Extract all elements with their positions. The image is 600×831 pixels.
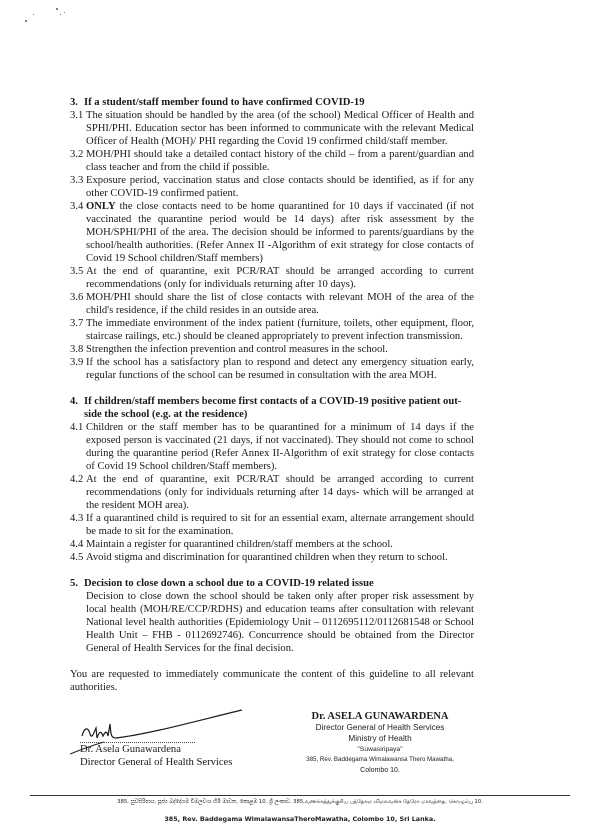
section-5-paragraph: Decision to close down the school should be taken only after proper risk assessment by local health (MOH/RE/CCP/RDHS) and education teams after consultation with relevant National level health authorities (Epidemiology Unit – 0112695112/0112681548 or School Health Unit – FHB - 0112692746). Concurrence should be obtained from the Director General of Health Services for the final decision. — [86, 591, 474, 654]
section-4-heading — [70, 395, 474, 421]
footer-address-multilingual: 385, සුවසිරිපාය, පූජ්‍ය බද්දේගම විමලවංශ හිමි මාවත, කොළඹ 10. ශ්‍රී ලංකාව. 385,வணக்கத்துக்குரிய பத்தேகம விமலவன்ச தேரோ மாவத்தை, கொழும்பு 10. — [117, 799, 483, 805]
svg-text:Colombo 10.: Colombo 10. — [360, 767, 400, 774]
list-item — [70, 200, 474, 265]
footer-divider — [30, 795, 570, 796]
item-number: 3.2 — [70, 149, 84, 160]
scan-speckle — [25, 20, 27, 22]
svg-text:"Suwasiripaya": "Suwasiripaya" — [357, 746, 403, 753]
item-number: 4.5 — [70, 552, 84, 563]
official-stamp — [300, 708, 460, 788]
svg-text:Ministry of Health: Ministry of Health — [348, 734, 412, 743]
list-item — [70, 109, 474, 148]
item-text-rest: the close contacts need to be home quarantined for 10 days if vaccinated (if not vaccinated the quarantine period would be 14 days) after risk assessment by the MOH/SPHI/PHI of the area. The decision should be informed to parents/guardians by the school/health authorities. (Refer Annex II -Algorithm of exit strategy for close contacts of Covid 19 School children/Staff members) — [86, 201, 474, 264]
item-text: If the school has a satisfactory plan to respond and detect any emergency situation early, regular functions of the school can be resumed in consultation with the area MOH. — [86, 357, 474, 381]
item-text: The immediate environment of the index patient (furniture, toilets, other equipment, floor, staircase railings, etc.) should be cleaned appropriately to prevent infection transmission. — [86, 318, 474, 342]
item-text: MOH/PHI should share the list of close contacts with relevant MOH of the area of the child's residence, if the child resides in an outside area. — [86, 292, 474, 316]
section-title: If children/staff members become first contacts of a COVID-19 positive patient out- side the school (e.g. at the residence) — [84, 396, 462, 420]
section-title: If a student/staff member found to have confirmed COVID-19 — [84, 97, 365, 108]
list-item — [70, 473, 474, 512]
item-text: MOH/PHI should take a detailed contact history of the child – from a parent/guardian and class teacher and from the child if possible. — [86, 149, 474, 173]
signatory-name: Dr. Asela Gunawardena — [80, 744, 181, 755]
signature-line — [80, 742, 195, 743]
item-number: 3.1 — [70, 110, 84, 121]
item-number: 3.4 — [70, 201, 84, 212]
spacer — [70, 564, 474, 577]
item-number: 4.2 — [70, 474, 84, 485]
list-item — [70, 356, 474, 382]
section-number: 5. — [70, 578, 78, 589]
item-number: 4.4 — [70, 539, 84, 550]
item-text: Maintain a register for quarantined children/staff members at the school. — [86, 539, 393, 550]
item-number: 3.7 — [70, 318, 84, 329]
emphasis: ONLY — [86, 201, 116, 212]
section-3-heading — [70, 96, 474, 109]
scan-speckle — [64, 12, 65, 13]
section-title: Decision to close down a school due to a COVID-19 related issue — [84, 578, 374, 589]
item-text: At the end of quarantine, exit PCR/RAT should be arranged according to current recommendations (only for individuals returning after 14 days- which will be arranged at the resident MOH area). — [86, 474, 474, 511]
item-text: Avoid stigma and discrimination for quarantined children when they return to school. — [86, 552, 448, 563]
section-number: 4. — [70, 396, 78, 407]
item-number: 4.3 — [70, 513, 84, 524]
scan-speckle — [56, 8, 58, 10]
item-text: Strengthen the infection prevention and control measures in the school. — [86, 344, 388, 355]
footer-address-english: 385, Rev. Baddegama WimalawansaTheroMawatha, Colombo 10, Sri Lanka. — [164, 815, 436, 823]
section-number: 3. — [70, 97, 78, 108]
item-number: 4.1 — [70, 422, 84, 433]
item-text: Exposure period, vaccination status and close contacts should be identified, as if for any other COVID-19 confirmed patient. — [86, 175, 474, 199]
scan-speckle — [60, 14, 61, 15]
list-item — [70, 343, 474, 356]
list-item — [70, 291, 474, 317]
scan-speckle — [33, 14, 34, 15]
item-number: 3.9 — [70, 357, 84, 368]
svg-text:Director General of Health Ser: Director General of Health Services — [315, 723, 445, 732]
list-item — [70, 265, 474, 291]
item-number: 3.8 — [70, 344, 84, 355]
list-item — [70, 421, 474, 473]
item-text: At the end of quarantine, exit PCR/RAT should be arranged according to current recommendations (only for individuals returning after 10 days). — [86, 266, 474, 290]
list-item — [70, 538, 474, 551]
closing-paragraph: You are requested to immediately communicate the content of this guideline to all relevant authorities. — [70, 669, 474, 693]
signatory-title: Director General of Health Services — [80, 757, 233, 768]
svg-text:385, Rev. Baddegama Wimalawans: 385, Rev. Baddegama Wimalawansa Thero Mawatha, — [306, 756, 454, 763]
signature-block — [70, 706, 290, 776]
item-number: 3.6 — [70, 292, 84, 303]
item-number: 3.3 — [70, 175, 84, 186]
spacer — [70, 382, 474, 395]
section-5-heading — [70, 577, 474, 590]
list-item — [70, 148, 474, 174]
item-text: Children or the staff member has to be quarantined for a minimum of 14 days if the exposed person is vaccinated (21 days, if not vaccinated). They should not come to school during the quarantine period (Refer Annex II-Algorithm of exit strategy for close contacts of Covid 19 School children/Staff members). — [86, 422, 474, 472]
item-text: If a quarantined child is required to sit for an essential exam, alternate arrangement should be made to sit for the examination. — [86, 513, 474, 537]
list-item — [70, 512, 474, 538]
list-item — [70, 174, 474, 200]
svg-text:Dr. ASELA GUNAWARDENA: Dr. ASELA GUNAWARDENA — [311, 711, 449, 722]
item-text: The situation should be handled by the area (of the school) Medical Officer of Health and SPHI/PHI. Education sector has been informed to communicate with the relevant Medical Officer of Health (MOH)/ PHI regarding the Covid 19 confirmed child/staff member. — [86, 110, 474, 147]
list-item — [70, 317, 474, 343]
item-text — [86, 200, 474, 265]
list-item — [70, 551, 474, 564]
document-body — [70, 96, 474, 694]
item-number: 3.5 — [70, 266, 84, 277]
